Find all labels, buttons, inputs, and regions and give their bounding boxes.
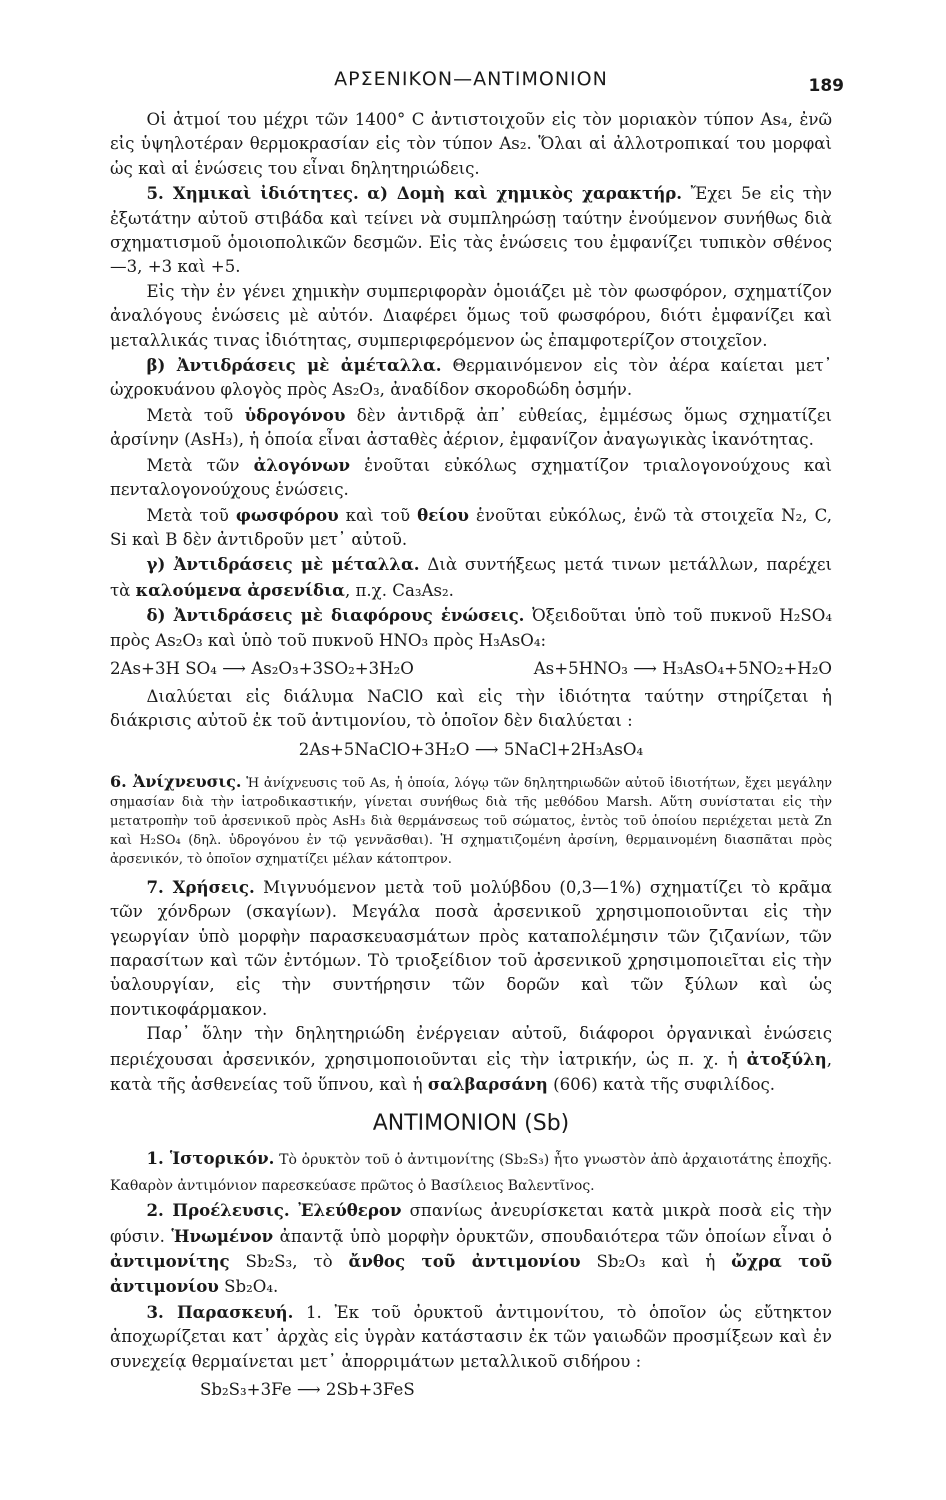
occurrence-text-e: Sb₂O₄. — [218, 1277, 279, 1297]
page-number: 189 — [808, 76, 844, 96]
antimony-occurrence-heading: 2. Προέλευσις. — [146, 1200, 290, 1221]
antimony-section-title: ΑΝΤΙΜΟΝΙΟΝ (Sb) — [372, 1111, 570, 1137]
phosphorus-paragraph — [110, 503, 832, 553]
subsection-c-text-1: Διὰ συντήξεως μετά τινων μετάλλων, παρέχει τὰ — [110, 555, 832, 600]
halogen-term: ἀλογόνων — [253, 454, 350, 475]
vapor-paragraph: Οἱ ἀτμοί του μέχρι τῶν 1400° C ἀντιστοιχοῦν εἰς τὸν μοριακὸν τύπον As₄, ἐνῶ εἰς ὑψηλοτέραν θερμοκρασίαν εἰς τὸν τύπον As₂. Ὅλαι αἱ ἀλλοτροπικαί του μορφαὶ ὡς καὶ αἱ ἑνώσεις του εἶναι δηλητηριώδεις. — [110, 110, 832, 178]
section-7-uses — [110, 875, 832, 1022]
subsection-b-heading: β) Ἀντιδράσεις μὲ ἀμέταλλα. — [146, 355, 442, 376]
section-7-text: Μιγνυόμενον μετὰ τοῦ μολύβδου (0,3—1%) σχηματίζει τὸ κρᾶμα τῶν χόνδρων (σκαγίων). Μεγάλα ποσὰ ἀρσενικοῦ χρησιμοποιοῦνται εἰς τὴν γεωργίαν ὑπὸ μορφὴν παρασκευασμάτων πρὸς καταπολέμησιν τῶν ζιζανίων, τῶν παρασίτων καὶ τῶν ἐντόμων. Τὸ τριοξείδιον τοῦ ἀρσενικοῦ χρησιμοποιεῖται εἰς τὴν ὑαλουργίαν, εἰς τὴν συντήρησιν τῶν δορῶν καὶ τῶν ξύλων καὶ ὡς ποντικοφάρμακον. — [110, 877, 833, 1019]
behavior-paragraph: Εἰς τὴν ἐν γένει χημικὴν συμπεριφορὰν ὁμοιάζει μὲ τὸν φωσφόρον, σχηματίζον ἀναλόγους ἑνώσεις μὲ αὐτόν. Διαφέρει ὅμως τοῦ φωσφόρου, διότι ἐμφανίζει καὶ μεταλλικάς τινας ἰδιότητας, συμπεριφερόμενον ὡς ἐπαμφοτερίζον στοιχεῖον. — [110, 281, 832, 350]
occurrence-text-a: σπανίως ἀνευρίσκεται κατὰ μικρὰ ποσὰ εἰς τὴν φύσιν. — [110, 1201, 833, 1246]
subsection-d-text: Ὀξειδοῦται ὑπὸ τοῦ πυκνοῦ H₂SO₄ πρὸς As₂O₃ καὶ ὑπὸ τοῦ πυκνοῦ HNO₃ πρὸς H₃AsO₄: — [110, 606, 832, 650]
equation-nitric: As+5HNO₃ ⟶ H₃AsO₄+5NO₂+H₂O — [533, 658, 832, 678]
phosphorus-text: ἑνοῦται εὐκόλως, ἐνῶ τὰ στοιχεῖα N₂, C, Si καὶ B δὲν ἀντιδροῦν μετ᾽ αὐτοῦ. — [110, 505, 833, 549]
sulfur-term: θείου — [417, 504, 469, 525]
subsection-c-heading: γ) Ἀντιδράσεις μὲ μέταλλα. — [146, 554, 420, 575]
subsection-c — [110, 552, 832, 603]
phosphorus-mid: καὶ τοῦ — [338, 505, 418, 525]
equation-sulfuric: 2As+3H SO₄ ⟶ As₂O₃+3SO₂+3H₂O — [110, 658, 414, 678]
salvarsan-term: σαλβαρσάνη — [427, 1074, 548, 1094]
subsection-a-heading: α) Δομὴ καὶ χημικὸς χαρακτήρ. — [367, 183, 683, 204]
arsenides-term: καλούμενα ἀρσενίδια — [135, 579, 345, 600]
free-term: Ἐλεύθερον — [289, 1200, 402, 1221]
subsection-d-heading: δ) Ἀντιδράσεις μὲ διαφόρους ἑνώσεις. — [146, 605, 525, 626]
section-6-heading: 6. Ἀνίχνευσις. — [110, 771, 242, 791]
antimony-history-text: Τὸ ὀρυκτὸν τοῦ ὁ ἀντιμονίτης (Sb₂S₃) ἦτο γνωστὸν ἀπὸ ἀρχαιοτάτης ἐποχῆς. Καθαρὸν ἀντιμόνιον παρεσκεύασε πρῶτος ὁ Βασίλειος Βαλεντῖνος. — [110, 1152, 832, 1194]
antimony-ochre-term: ὤχρα τοῦ ἀντιμονίου — [110, 1251, 832, 1297]
medical-text-a: Παρ᾽ ὅλην τὴν δηλητηριώδη ἐνέργειαν αὐτοῦ, διάφοροι ὀργανικαὶ ἑνώσεις περιέχουσαι ἀρσενικόν, χρησιμοποιοῦνται εἰς τὴν ἰατρικήν, ὡς π. χ. ἡ — [110, 1024, 832, 1069]
antimony-history — [110, 1146, 832, 1198]
occurrence-text-b: ἀπαντᾷ ὑπὸ μορφὴν ὀρυκτῶν, σπουδαιότερα τῶν ὁποίων εἶναι ὁ — [273, 1226, 832, 1246]
phosphorus-term: φωσφόρου — [235, 504, 339, 525]
medical-uses-paragraph — [110, 1022, 832, 1097]
antimony-preparation — [110, 1300, 832, 1374]
section-6-text: Ἡ ἀνίχνευσις τοῦ As, ἡ ὁποία, λόγῳ τῶν δηλητηριωδῶν αὐτοῦ ἰδιοτήτων, ἔχει μεγάλην σημασίαν διὰ τὴν ἰατροδικαστικήν, γίνεται συνήθως διὰ τῆς μεθόδου Marsh. Αὕτη συνίσταται εἰς τὴν μετατροπὴν τοῦ ἀρσενικοῦ πρὸς AsH₃ διὰ θερμάνσεως τοῦ σώματος, ἐντὸς τοῦ ὁποίου περιέχεται μετὰ Zn καὶ H₂SO₄ (δηλ. ὑδρογόνου ἐν τῷ γεννᾶσθαι). Ἡ σχηματιζομένη ἀρσίνη, θερμαινομένη διασπᾶται πρὸς ἀρσενικόν, τὸ ὁποῖον σχηματίζει μέλαν κάτοπτρον. — [110, 775, 832, 867]
halogen-paragraph — [110, 453, 832, 503]
hydrogen-text: δὲν ἀντιδρᾷ ἀπ᾽ εὐθείας, ἐμμέσως ὅμως σχηματίζει ἀρσίνην (AsH₃), ἡ ὁποία εἶναι ἀσταθὲς ἀέριον, ἐμφανίζον ἀναγωγικὰς ἱκανότητας. — [110, 405, 832, 450]
antimony-preparation-heading: 3. Παρασκευή. — [146, 1301, 294, 1322]
section-5-heading: 5. Χημικαὶ ἰδιότητες. — [146, 183, 359, 204]
subsection-c-text-2: , π.χ. Ca₃As₂. — [344, 580, 454, 600]
medical-text-b: , κατὰ τῆς ἀσθενείας τοῦ ὕπνου, καὶ ἡ — [110, 1049, 832, 1094]
oxidation-equations — [110, 656, 832, 682]
stibnite-term: ἀντιμονίτης — [110, 1251, 230, 1272]
subsection-b-text: Θερμαινόμενον εἰς τὸν ἀέρα καίεται μετ᾽ ὠχροκυάνου φλογὸς πρὸς As₂O₃, ἀναδίδον σκοροδώδη ὀσμήν. — [110, 356, 832, 400]
medical-text-c: (606) κατὰ τῆς συφιλίδος. — [547, 1075, 776, 1094]
antimony-history-heading: 1. Ἱστορικόν. — [146, 1148, 275, 1169]
section-5-chemical-properties — [110, 181, 832, 280]
antimony-bloom-term: ἄνθος τοῦ ἀντιμονίου — [348, 1251, 581, 1272]
preparation-text: 1. Ἐκ τοῦ ὀρυκτοῦ ἀντιμονίτου, τὸ ὁποῖον ὡς εὔτηκτον ἀποχωρίζεται κατ᾽ ἀρχὰς εἰς ὑγρὰν κατάστασιν ἐκ τῶν γαιωδῶν προσμίξεων καὶ ἐν συνεχείᾳ θερμαίνεται μετ᾽ ἀπορριμάτων μεταλλικοῦ σιδήρου : — [110, 1302, 832, 1371]
subsection-b — [110, 353, 832, 403]
halogen-text: ἑνοῦται εὐκόλως σχηματίζον τριαλογονούχους καὶ πενταλογονούχους ἑνώσεις. — [110, 455, 832, 500]
hydrogen-paragraph — [110, 403, 832, 453]
page-header — [110, 62, 844, 108]
antimony-occurrence — [110, 1198, 832, 1300]
equation-naclo: 2As+5NaClO+3H₂O ⟶ 5NaCl+2H₃AsO₄ — [298, 739, 644, 759]
phosphorus-pre: Μετὰ τοῦ — [146, 505, 236, 525]
subsection-a-text: Ἔχει 5e εἰς τὴν ἐξωτάτην αὐτοῦ στιβάδα καὶ τείνει νὰ συμπληρώσῃ ταύτην ἑνούμενον συνήθως διὰ σχηματισμοῦ ὁμοιοπολικῶν δεσμῶν. Εἰς τὰς ἑνώσεις του ἐμφανίζει τυπικὸν σθένος —3, +3 καὶ +5. — [110, 184, 832, 277]
atoxyl-term: ἀτοξύλη — [746, 1048, 827, 1069]
section-7-heading: 7. Χρήσεις. — [146, 876, 255, 897]
naclo-paragraph: Διαλύεται εἰς διάλυμα NaClO καὶ εἰς τὴν ἰδιότητα ταύτην στηρίζεται ἡ διάκρισις αὐτοῦ ἐκ τοῦ ἀντιμονίου, τὸ ὁποῖον δὲν διαλύεται : — [110, 686, 832, 731]
equation-stibnite-iron: Sb₂S₃+3Fe ⟶ 2Sb+3FeS — [200, 1380, 415, 1400]
occurrence-text-d: Sb₂O₃ καὶ ἡ — [580, 1252, 732, 1272]
halogen-pre: Μετὰ τῶν — [146, 455, 254, 475]
occurrence-text-c: Sb₂S₃, τὸ — [229, 1252, 349, 1272]
subsection-d — [110, 603, 832, 653]
hydrogen-term: ὑδρογόνου — [244, 404, 346, 425]
hydrogen-pre: Μετὰ τοῦ — [146, 405, 245, 425]
combined-term: Ἡνωμένον — [171, 1225, 274, 1246]
running-title: ΑΡΣΕΝΙΚΟΝ—ΑΝΤΙΜΟΝΙΟΝ — [334, 68, 608, 90]
section-6-detection — [110, 772, 832, 869]
